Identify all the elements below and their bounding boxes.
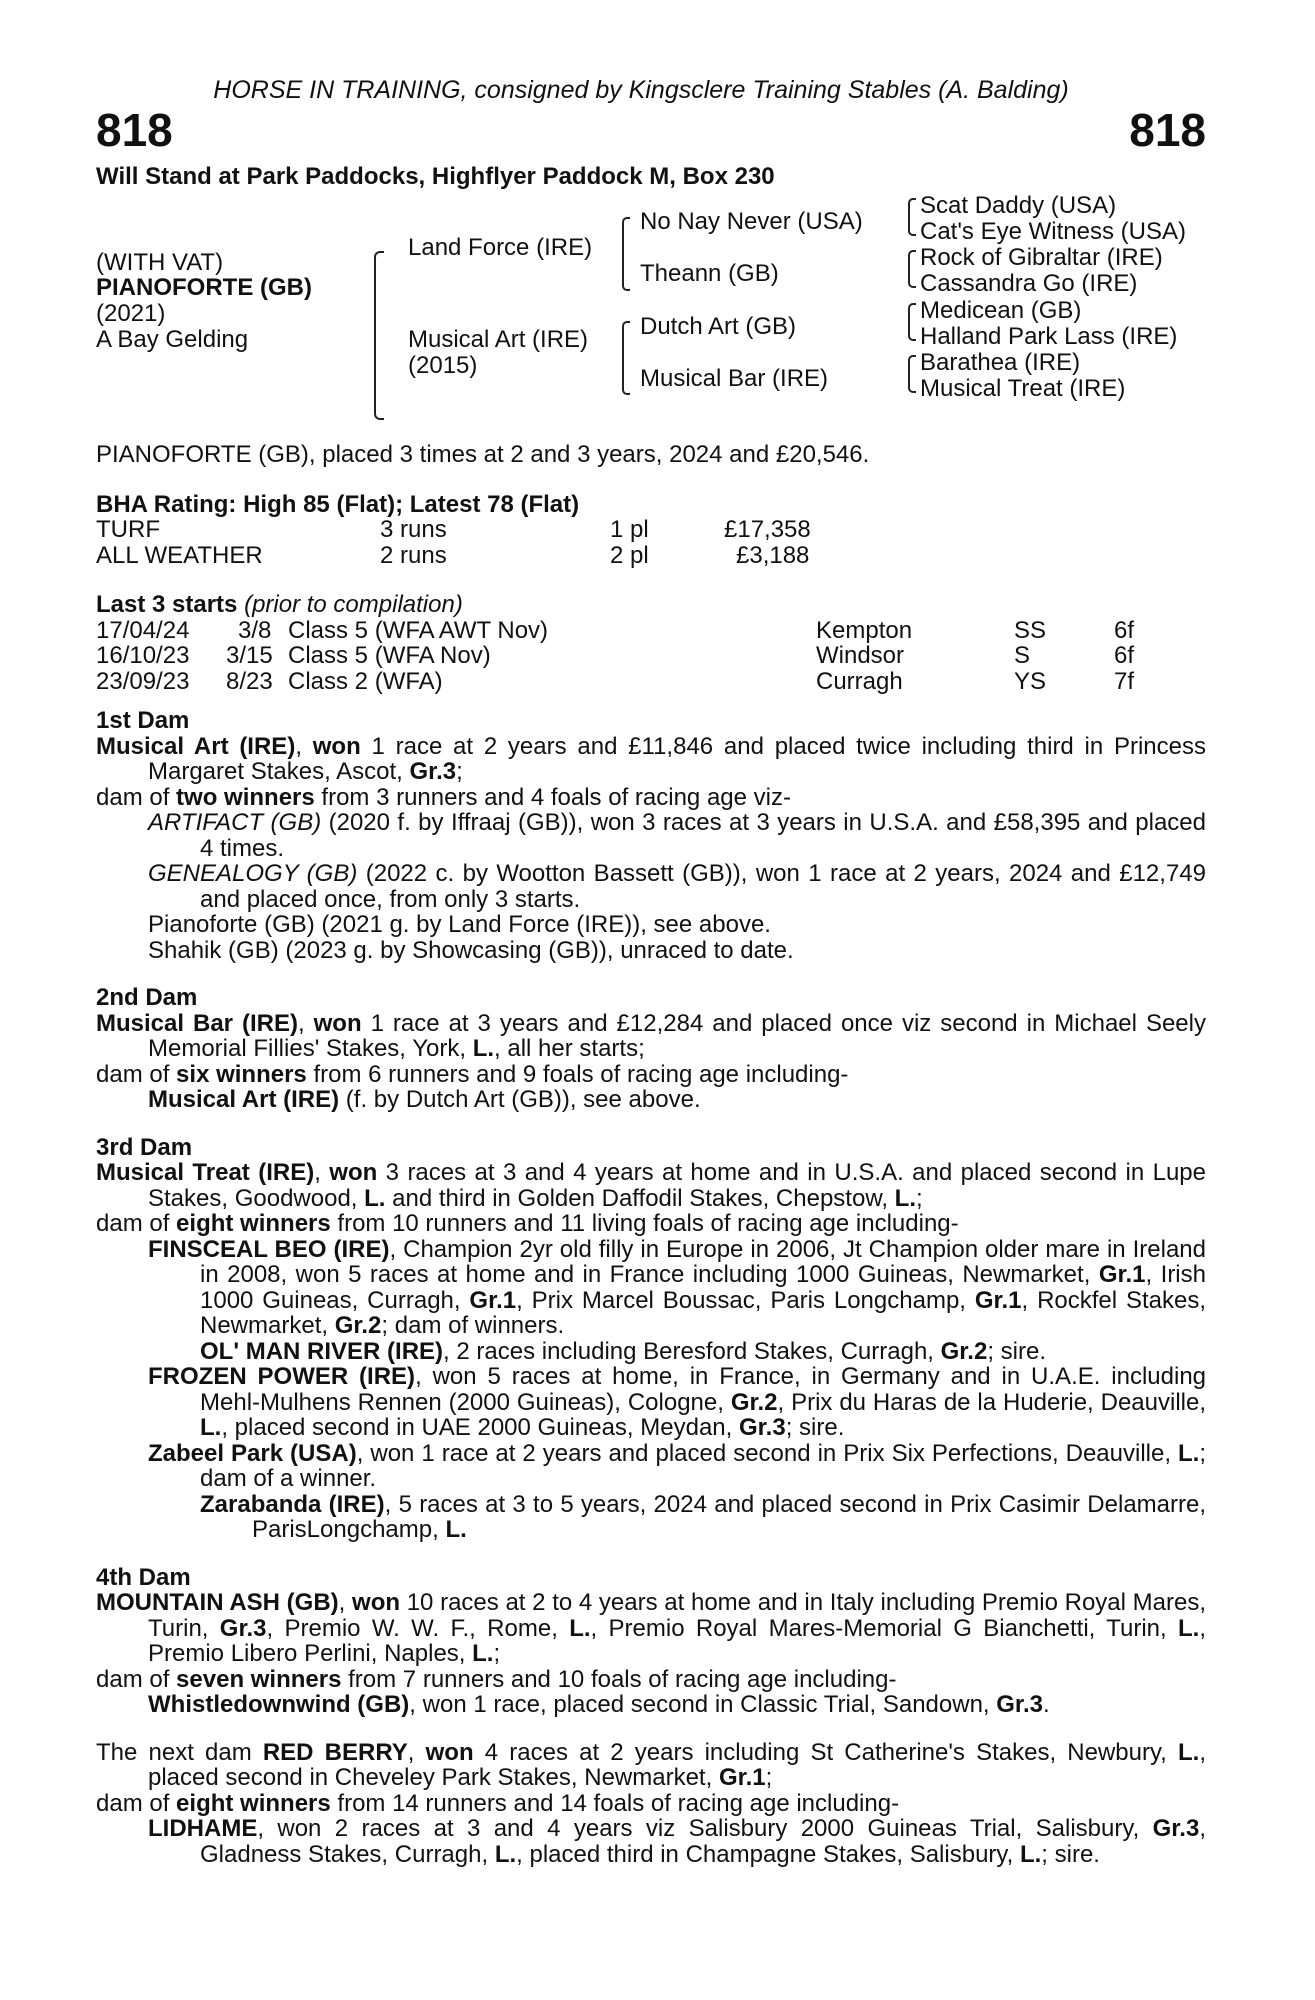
grade-label: Gr.3 <box>409 758 457 785</box>
dam-name: Musical Bar (IRE) <box>96 1009 298 1037</box>
last-starts-heading: Last 3 starts <box>96 591 238 618</box>
record-text: , 2 races including Beresford Stakes, Curragh, <box>443 1337 941 1365</box>
dam-name: Musical Art (IRE) <box>408 326 589 353</box>
first-dam-record: Musical Art (IRE), won 1 race at 2 years and £11,846 and placed twice including third in Princess Margaret Stakes, Ascot, Gr.3; <box>96 732 1206 785</box>
record-text: ; sire. <box>785 1414 845 1441</box>
sire-dam: Theann (GB) <box>640 260 779 287</box>
produce-item <box>148 861 1206 912</box>
rating-runs: 3 runs <box>380 516 447 543</box>
record-text: ; dam of winners. <box>381 1312 565 1339</box>
record-text: from 3 runners and 4 foals of racing age viz- <box>314 783 791 811</box>
start-position: 3/8 <box>238 616 272 644</box>
grade-label: Gr.2 <box>334 1312 382 1339</box>
produce-item: Pianoforte (GB) (2021 g. by Land Force (IRE)), see above. <box>148 911 771 938</box>
record-text: dam of <box>96 1789 177 1817</box>
last-starts-note: (prior to compilation) <box>244 591 463 618</box>
grade-label: Gr.3 <box>738 1414 786 1441</box>
winners-count: eight winners <box>176 1210 331 1237</box>
sire-sire-dam: Cat's Eye Witness (USA) <box>920 218 1186 245</box>
record-text: The next dam <box>96 1738 263 1766</box>
start-course: Windsor <box>816 642 905 669</box>
horse-year: (2021) <box>96 300 166 327</box>
first-dam-heading: 1st Dam <box>96 707 190 734</box>
record-text: from 14 runners and 14 foals of racing age including- <box>330 1789 900 1817</box>
listed-label: L. <box>364 1184 386 1212</box>
start-going: YS <box>1014 667 1047 695</box>
record-text: 10 races at 2 to 4 years at home and in Italy including Premio Royal Mares, Turin, <box>148 1589 1207 1642</box>
start-row <box>96 643 1206 669</box>
record-text: ; sire. <box>987 1337 1047 1365</box>
listed-label: L. <box>1178 1738 1200 1766</box>
rating-surface: ALL WEATHER <box>96 541 263 569</box>
start-date: 23/09/23 <box>96 667 190 695</box>
second-dam-heading: 2nd Dam <box>96 984 198 1011</box>
won-label: won <box>352 1589 401 1616</box>
third-dam-produce <box>96 1211 1206 1237</box>
sire-sire: No Nay Never (USA) <box>640 208 863 235</box>
produce-name: Zabeel Park (USA) <box>148 1439 357 1467</box>
record-text: from 7 runners and 10 foals of racing age including- <box>341 1665 897 1693</box>
sire-sire-sire: Scat Daddy (USA) <box>920 192 1117 219</box>
bha-rating-heading: BHA Rating: High 85 (Flat); Latest 78 (Flat) <box>96 490 580 518</box>
record-text: 1 race at 3 years and £12,284 and placed once viz second in Michael Seely Memorial Fillies' Stakes, York, <box>148 1009 1206 1062</box>
record-text: ; <box>456 758 463 785</box>
record-text: (2022 c. by Wootton Bassett (GB)), won 1 race at 2 years, 2024 and £12,749 and placed once, from only 3 starts. <box>200 860 1206 913</box>
horse-description: A Bay Gelding <box>96 326 249 353</box>
dam-sire-sire: Medicean (GB) <box>920 297 1082 324</box>
pedigree-brace-dam <box>622 321 630 395</box>
produce-item <box>148 1816 1206 1867</box>
second-dam-record: Musical Bar (IRE), won 1 race at 3 years and £12,284 and placed once viz second in Michael Seely Memorial Fillies' Stakes, York, L., all her starts; <box>96 1009 1206 1062</box>
fourth-dam-section <box>96 1565 1206 1718</box>
produce-item <box>148 810 1206 861</box>
lot-number-right: 818 <box>1129 103 1206 156</box>
record-text: , 5 races at 3 to 5 years, 2024 and placed second in Prix Casimir Delamarre, ParisLongchamp, <box>252 1490 1207 1543</box>
start-race: Class 2 (WFA) <box>288 667 443 695</box>
start-race: Class 5 (WFA Nov) <box>288 642 491 669</box>
lot-number-row <box>96 103 1206 156</box>
last-starts-heading-line <box>96 592 1206 618</box>
vat-note: (WITH VAT) <box>96 249 224 276</box>
sire-dam-sire: Rock of Gibraltar (IRE) <box>920 244 1163 271</box>
rating-placed: 1 pl <box>610 516 649 543</box>
record-text: , Premio Libero Perlini, Naples, <box>148 1614 1207 1667</box>
rating-surface: TURF <box>96 516 160 543</box>
listed-label: L. <box>494 1840 517 1868</box>
listed-label: L. <box>1019 1840 1042 1868</box>
dam-sire-dam: Halland Park Lass (IRE) <box>920 323 1178 350</box>
dam-sire: Dutch Art (GB) <box>640 313 797 340</box>
pedigree-brace-3 <box>908 303 916 341</box>
rating-runs: 2 runs <box>380 541 447 569</box>
listed-label: L. <box>1178 1614 1200 1642</box>
record-text: , won 1 race, placed second in Classic Trial, Sandown, <box>409 1691 997 1718</box>
grade-label: Gr.2 <box>730 1388 778 1416</box>
start-position: 3/15 <box>226 642 273 669</box>
next-dam-section <box>96 1740 1206 1868</box>
start-date: 16/10/23 <box>96 642 190 669</box>
record-text: , placed second in UAE 2000 Guineas, Meydan, <box>221 1414 739 1441</box>
pedigree-brace-main <box>374 251 384 420</box>
second-dam-produce <box>96 1062 1206 1088</box>
second-dam-section <box>96 985 1206 1113</box>
fourth-dam-produce <box>96 1667 1206 1693</box>
dam-year: (2015) <box>408 352 478 379</box>
won-label: won <box>425 1738 474 1766</box>
lot-number-left: 818 <box>96 103 173 156</box>
dam-name: RED BERRY <box>262 1738 408 1766</box>
record-text: , Prix Marcel Boussac, Paris Longchamp, <box>516 1286 975 1314</box>
record-text: dam of <box>96 1665 177 1693</box>
listed-label: L. <box>472 1035 495 1062</box>
produce-item: Shahik (GB) (2023 g. by Showcasing (GB)), unraced to date. <box>148 936 794 964</box>
record-text: dam of <box>96 1060 177 1088</box>
record-text: 4 races at 2 years including St Catherine's Stakes, Newbury, <box>473 1738 1178 1766</box>
record-text: , Prix du Haras de la Huderie, Deauville, <box>777 1388 1207 1416</box>
fourth-dam-record: MOUNTAIN ASH (GB), won 10 races at 2 to 4 years at home and in Italy including Premio Royal Mares, Turin, Gr.3, Premio W. W. F., Rome, L., Premio Royal Mares-Memorial G Bianchetti, Turin, L., Premio Libero Perlini, Naples, L.; <box>96 1589 1207 1667</box>
first-dam-produce <box>96 785 1206 811</box>
rating-placed: 2 pl <box>610 541 649 569</box>
produce-name: OL' MAN RIVER (IRE) <box>200 1337 444 1365</box>
grade-label: Gr.3 <box>1152 1815 1200 1842</box>
produce-name: Whistledownwind (GB) <box>148 1691 410 1718</box>
record-text: , won 5 races at home, in France, in Germany and in U.A.E. including Mehl-Mulhens Rennen (2000 Guineas), Cologne, <box>200 1363 1207 1416</box>
record-text: and third in Golden Daffodil Stakes, Chepstow, <box>385 1184 895 1212</box>
record-text: , placed second in Cheveley Park Stakes, Newmarket, <box>148 1738 1206 1791</box>
start-row <box>96 618 1206 644</box>
winners-count: two winners <box>176 783 315 811</box>
pedigree-chart <box>96 189 1206 414</box>
produce-name: FINSCEAL BEO (IRE) <box>148 1235 390 1263</box>
grade-label: Gr.3 <box>996 1691 1043 1718</box>
listed-label: L. <box>894 1184 916 1212</box>
race-summary: PIANOFORTE (GB), placed 3 times at 2 and 3 years, 2024 and £20,546. <box>96 441 870 468</box>
record-text: from 6 runners and 9 foals of racing age including- <box>306 1060 849 1088</box>
listed-label: L. <box>200 1414 222 1441</box>
sire-dam-dam: Cassandra Go (IRE) <box>920 270 1138 297</box>
produce-item <box>148 1364 1206 1441</box>
sire-name: Land Force (IRE) <box>408 234 593 261</box>
produce-name: Zarabanda (IRE) <box>200 1490 385 1518</box>
record-text: dam of <box>96 783 177 811</box>
start-going: SS <box>1014 616 1047 644</box>
record-text: , won 2 races at 3 and 4 years viz Salisbury 2000 Guineas Trial, Salisbury, <box>257 1815 1153 1842</box>
fourth-dam-heading: 4th Dam <box>96 1563 191 1591</box>
won-label: won <box>312 732 361 760</box>
winners-count: eight winners <box>176 1789 331 1817</box>
record-text: ; <box>493 1640 501 1667</box>
record-text: 3 races at 3 and 4 years at home and in U.S.A. and placed second in Lupe Stakes, Goodwood, <box>148 1159 1206 1212</box>
start-course: Kempton <box>816 616 913 644</box>
record-text: ; <box>916 1184 923 1212</box>
horse-name: PIANOFORTE (GB) <box>96 274 312 301</box>
start-distance: 6f <box>1114 616 1135 644</box>
pedigree-brace-4 <box>908 355 916 393</box>
listed-label: L. <box>1178 1439 1200 1467</box>
rating-amount: £3,188 <box>736 541 810 569</box>
third-dam-record: Musical Treat (IRE), won 3 races at 3 and 4 years at home and in U.S.A. and placed second in Lupe Stakes, Goodwood, L. and third in Golden Daffodil Stakes, Chepstow, L.; <box>96 1159 1206 1212</box>
rating-amount: £17,358 <box>724 516 811 543</box>
start-position: 8/23 <box>226 667 273 695</box>
record-text: ; sire. <box>1041 1840 1100 1868</box>
produce-name: FROZEN POWER (IRE) <box>148 1363 416 1390</box>
consignor-header: HORSE IN TRAINING, consigned by Kingsclere Training Stables (A. Balding) <box>213 76 1069 104</box>
listed-label: L. <box>472 1640 494 1667</box>
produce-name: LIDHAME <box>148 1815 258 1842</box>
pedigree-brace-1 <box>908 198 916 236</box>
start-going: S <box>1014 642 1031 669</box>
next-dam-record: The next dam RED BERRY, won 4 races at 2 years including St Catherine's Stakes, Newbury, L., placed second in Cheveley Park Stakes, Newmarket, Gr.1; <box>96 1738 1206 1791</box>
rating-row-all-weather <box>96 543 1206 569</box>
record-text: ; <box>765 1764 773 1791</box>
start-row <box>96 669 1206 695</box>
produce-name: ARTIFACT (GB) <box>148 809 322 836</box>
record-text: , Gladness Stakes, Curragh, <box>200 1815 1206 1868</box>
catalogue-page <box>96 78 1206 1867</box>
record-text: , Champion 2yr old filly in Europe in 2006, Jt Champion older mare in Ireland in 2008, won 5 races at home and in France including 1000 Guineas, Newmarket, <box>200 1235 1206 1288</box>
produce-item <box>200 1339 1206 1365</box>
record-text: , Irish 1000 Guineas, Curragh, <box>200 1261 1206 1314</box>
dam-dam-dam: Musical Treat (IRE) <box>920 375 1126 402</box>
record-text: , Premio W. W. F., Rome, <box>266 1614 570 1642</box>
rating-row-turf <box>96 517 1206 543</box>
record-text: , won 1 race at 2 years and placed second in Prix Six Perfections, Deauville, <box>356 1439 1178 1467</box>
dam-dam-sire: Barathea (IRE) <box>920 349 1081 376</box>
record-text: dam of <box>96 1210 177 1237</box>
produce-item <box>148 1237 1206 1339</box>
produce-item <box>148 1692 1206 1718</box>
winners-count: six winners <box>176 1060 307 1088</box>
grade-label: Gr.2 <box>940 1337 988 1365</box>
start-distance: 6f <box>1114 642 1135 669</box>
grade-label: Gr.1 <box>1098 1261 1146 1288</box>
next-dam-produce <box>96 1791 1206 1817</box>
pedigree-brace-sire <box>622 217 630 291</box>
won-label: won <box>329 1159 378 1186</box>
start-distance: 7f <box>1114 667 1135 695</box>
winners-count: seven winners <box>176 1665 342 1693</box>
listed-label: L. <box>445 1516 467 1543</box>
third-dam-heading: 3rd Dam <box>96 1133 193 1161</box>
record-text: from 10 runners and 11 living foals of racing age including- <box>330 1210 959 1237</box>
dam-name: Musical Art (IRE) <box>96 732 296 760</box>
grade-label: Gr.1 <box>718 1764 766 1791</box>
produce-item <box>148 1441 1206 1492</box>
start-date: 17/04/24 <box>96 616 190 644</box>
start-race: Class 5 (WFA AWT Nov) <box>288 616 549 644</box>
produce-item <box>200 1492 1206 1543</box>
dam-dam: Musical Bar (IRE) <box>640 365 829 392</box>
produce-item <box>148 1087 1206 1113</box>
grade-label: Gr.3 <box>219 1614 267 1642</box>
first-dam-section <box>96 708 1206 963</box>
third-dam-section <box>96 1135 1206 1543</box>
produce-name: GENEALOGY (GB) <box>148 860 358 887</box>
record-text: , Rockfel Stakes, Newmarket, <box>200 1286 1206 1339</box>
record-text: , all her starts; <box>494 1035 645 1062</box>
record-text: . <box>1042 1691 1050 1718</box>
stand-location: Will Stand at Park Paddocks, Highflyer Paddock M, Box 230 <box>96 162 775 190</box>
record-text: ; dam of a winner. <box>200 1439 1206 1492</box>
produce-name: Musical Art (IRE) <box>148 1086 340 1113</box>
record-text: (f. by Dutch Art (GB)), see above. <box>339 1086 701 1113</box>
dam-name: MOUNTAIN ASH (GB) <box>96 1589 339 1616</box>
record-text: (2020 f. by Iffraaj (GB)), won 3 races at 3 years in U.S.A. and £58,395 and placed 4 times. <box>200 809 1206 862</box>
record-text: 1 race at 2 years and £11,846 and placed twice including third in Princess Margaret Stakes, Ascot, <box>148 732 1206 785</box>
won-label: won <box>313 1009 362 1037</box>
listed-label: L. <box>569 1614 591 1642</box>
bha-rating-section <box>96 492 1206 569</box>
grade-label: Gr.1 <box>469 1286 517 1314</box>
record-text: , Premio Royal Mares-Memorial G Bianchetti, Turin, <box>590 1614 1179 1642</box>
start-course: Curragh <box>816 667 903 695</box>
record-text: , placed third in Champagne Stakes, Salisbury, <box>516 1840 1020 1868</box>
pedigree-brace-2 <box>908 250 916 288</box>
last-starts-section <box>96 592 1206 694</box>
dam-name: Musical Treat (IRE) <box>96 1159 315 1186</box>
grade-label: Gr.1 <box>974 1286 1022 1314</box>
